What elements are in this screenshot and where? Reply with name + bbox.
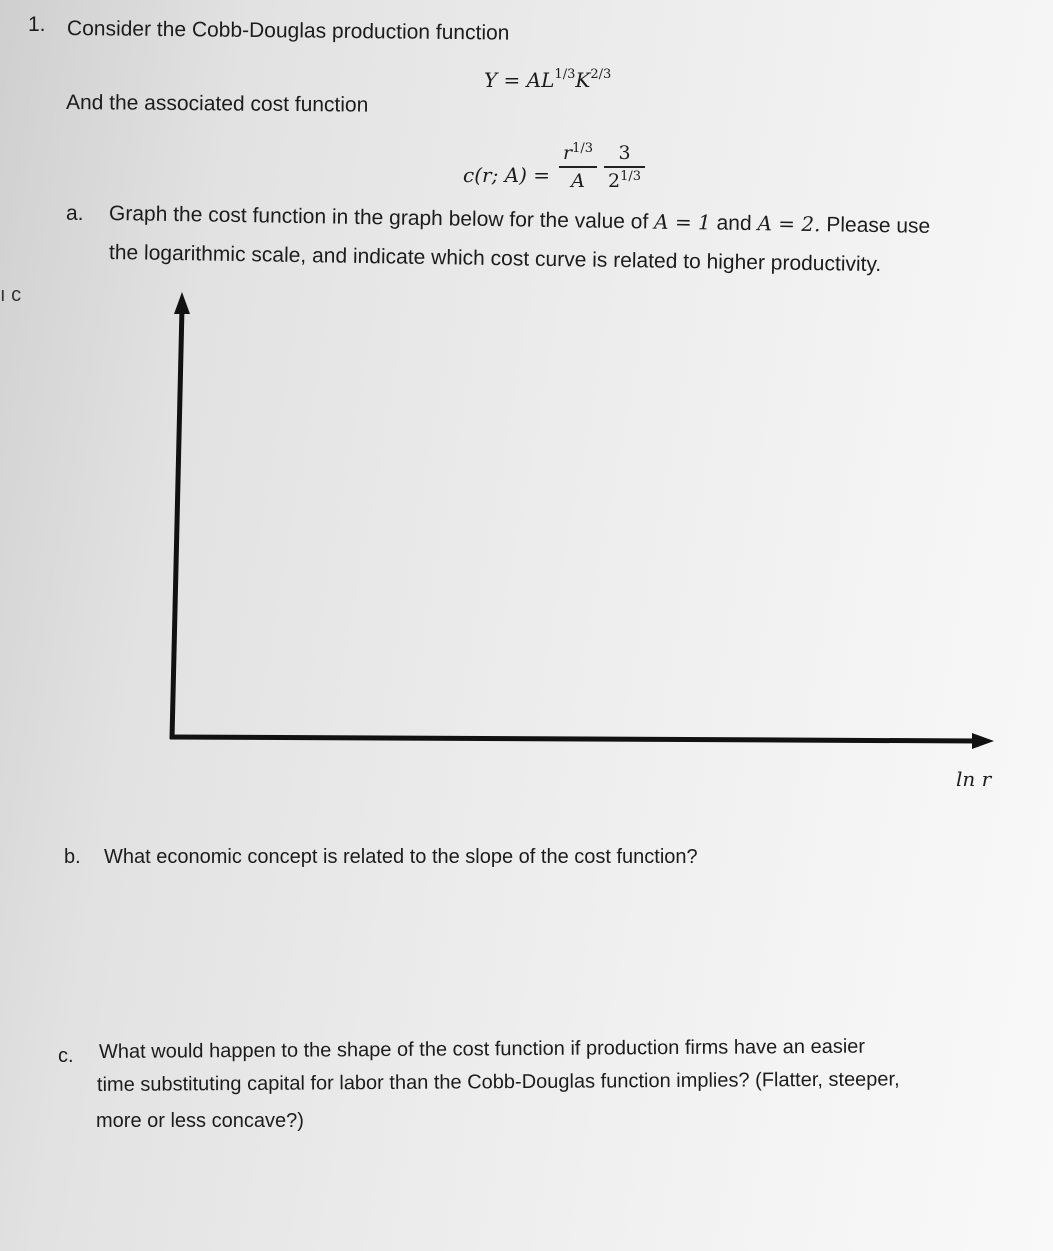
part-a-line1-text: Graph the cost function in the graph below for the value of	[108, 202, 649, 234]
part-c-line2: time substituting capital for labor than the Cobb-Douglas function implies? (Flatter, steeper,	[96, 1068, 900, 1096]
part-a-label: a.	[66, 202, 84, 225]
cost-a: A	[571, 169, 585, 192]
part-c-line1: What would happen to the shape of the cost function if production firms have an easier	[98, 1035, 866, 1063]
part-c-label: c.	[58, 1045, 74, 1067]
margin-mark: ı c	[0, 284, 22, 306]
part-a-math-a1: A = 1	[653, 209, 711, 235]
cost-three: 3	[618, 142, 631, 164]
x-axis-arrowhead	[972, 733, 994, 749]
part-a-line2: the logarithmic scale, and indicate which cost curve is related to higher productivity.	[108, 241, 882, 277]
question-intro: Consider the Cobb-Douglas production function	[66, 17, 510, 45]
cost-fraction-1: $r^{1/3}$ A	[559, 142, 597, 192]
production-lhs: Y = AL	[484, 68, 555, 92]
part-b-text: What economic concept is related to the slope of the cost function?	[104, 846, 698, 868]
part-a-and: and	[716, 211, 752, 236]
x-axis-label: ln r	[956, 767, 992, 791]
cost-lhs: c(r; A) =	[463, 163, 551, 187]
cost-two: 2	[608, 169, 621, 192]
cost-fraction-2: 3 $2^{1/3}$	[604, 142, 645, 192]
part-a-math-a2: A = 2.	[757, 211, 821, 237]
production-k: K	[575, 68, 591, 92]
part-a-line1-post: Please use	[826, 213, 931, 238]
y-axis-arrowhead	[174, 292, 190, 314]
x-axis	[170, 737, 978, 741]
exponent-one-third: 1/3	[554, 67, 576, 82]
part-b-label: b.	[64, 846, 81, 868]
question-number: 1.	[28, 13, 46, 36]
part-c-line3: more or less concave?)	[96, 1110, 304, 1132]
exponent-two-thirds: 2/3	[590, 67, 612, 82]
cost-r: r	[563, 142, 573, 164]
cost-intro: And the associated cost function	[65, 91, 369, 117]
y-axis	[172, 308, 182, 739]
